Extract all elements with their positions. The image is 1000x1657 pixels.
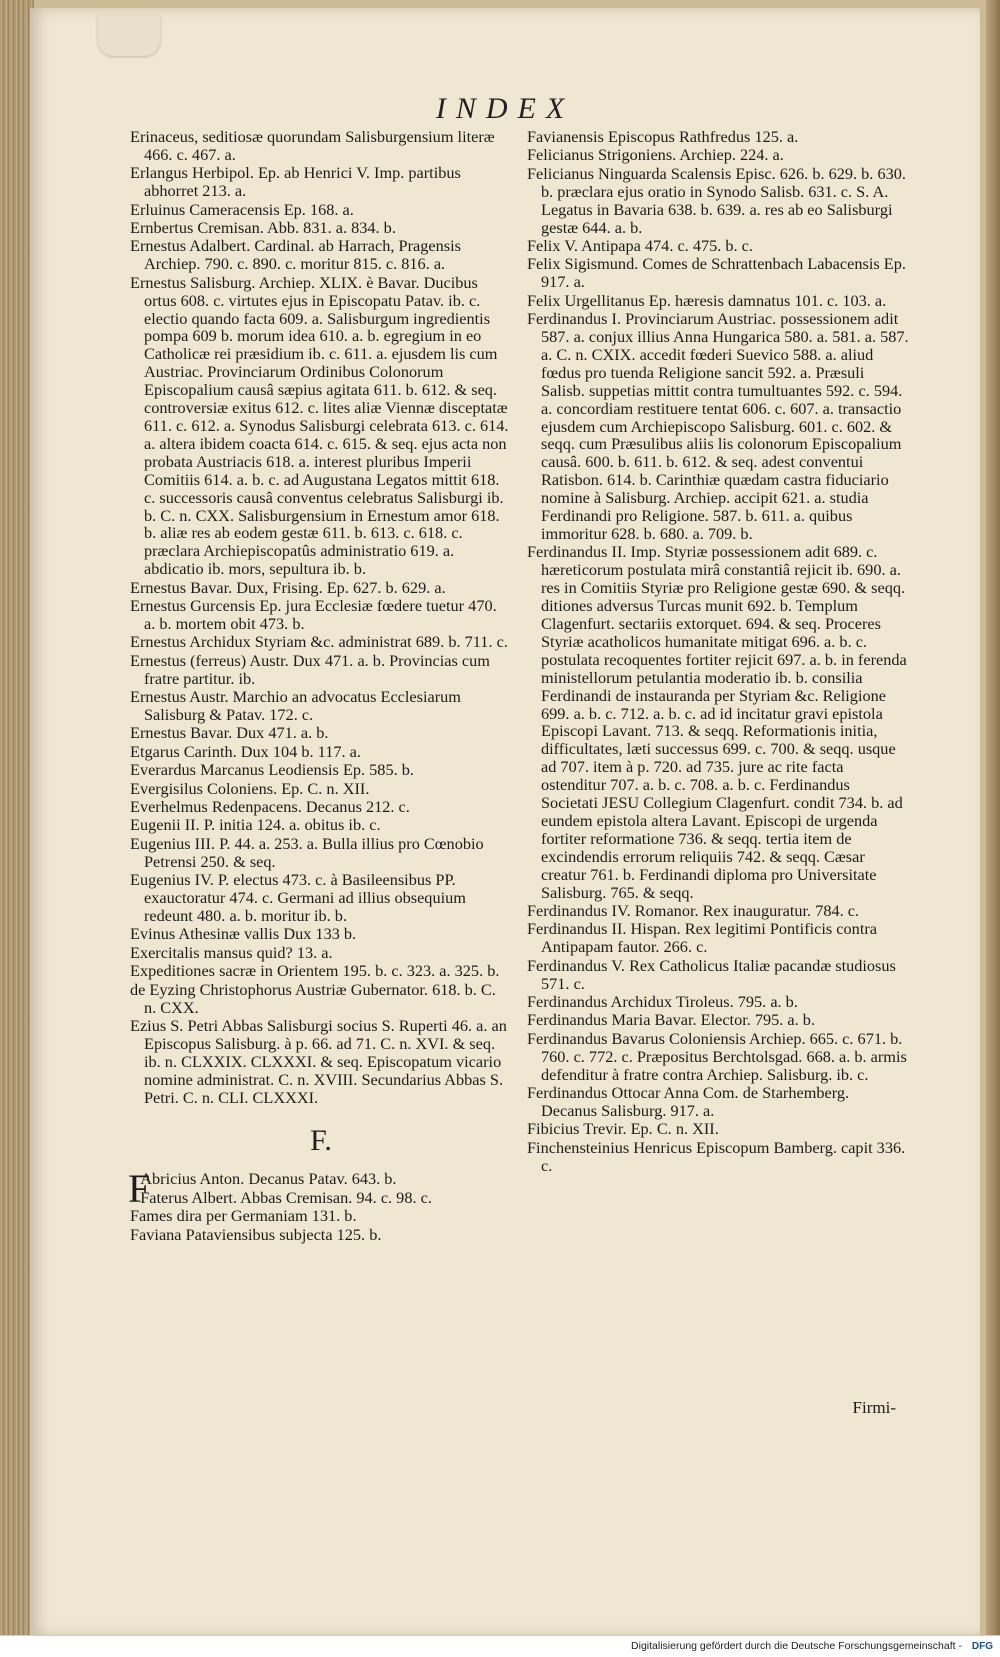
- page-tab-marker: [98, 16, 160, 56]
- index-left-entry: Ernbertus Cremisan. Abb. 831. a. 834. b.: [130, 218, 396, 238]
- index-left-entry: Everardus Marcanus Leodiensis Ep. 585. b.: [130, 760, 414, 780]
- index-right-entry: Felicianus Ninguarda Scalensis Episc. 626. b. 629. b. 630. b. præclara ejus oratio in Synodo Salisb. 631. c. S. A. Legatus in Bavaria 638. b. 639. a. res ab eo Salisburgi gestæ 644. a. b.: [527, 163, 906, 237]
- right-column: [527, 128, 909, 1175]
- index-right-entry: Favianensis Episcopus Rathfredus 125. a.: [527, 127, 799, 146]
- index-left-entry: Exercitalis mansus quid? 13. a.: [130, 942, 333, 962]
- index-f-entry-text: Abricius Anton. Decanus Patav. 643. b.: [140, 1169, 397, 1189]
- book-page: [30, 8, 980, 1636]
- index-right-entry: Felix Urgellitanus Ep. hæresis damnatus 101. c. 103. a.: [527, 290, 887, 310]
- catchword: Firmi-: [852, 1398, 896, 1417]
- index-right-entry: Ferdinandus II. Imp. Styriæ possessionem adit 689. c. hæreticorum postulata mirâ constantiâ rejicit ib. 690. a. res in Comitiis Styriæ pro Religione gestæ 690. & seqq. ditiones adversus Turcas munit 692. b. Templum Clagenfurt. sectariis extorquet. 694. & seq. Proceres Styriæ acatholicos humanitate mitigat 696. a. b. c. postulata recoquentes fortiter rejicit 697. a. b. in ferenda ministellorum petulantia moderatio ib. b. consilia Ferdinandi de instauranda per Styriam &c. Religione 699. a. b. c. 712. a. b. c. ad id incitatur gravi epistola Episcopi Lavant. 713. & seqq. Reformationis initia, difficultates, læti successus 699. c. 700. & seqq. usque ad 707. item à p. 720. ad 735. jure ac rite facta ostenditur 707. a. b. c. 708. a. b. c. Ferdinandus Societati JESU Collegium Clagenfurt. condit 734. b. ad eundem epistola altera Lavant. Episcopi de urgenda fortiter reformatione 736. & seqq. tertia item de excindendis errorum reliquiis 742. & seqq. Cæsar creatur 761. b. Ferdinandi diploma pro Universitate Salisburg. 765. & seqq.: [527, 542, 907, 902]
- book-page-edges: [0, 0, 34, 1657]
- index-left-entry: Everhelmus Redenpacens. Decanus 212. c.: [130, 797, 410, 817]
- index-right-entry: Finchensteinius Henricus Episcopum Bamberg. capit 336. c.: [527, 1137, 906, 1175]
- index-left-entry: Erinaceus, seditiosæ quorundam Salisburgensium literæ 466. c. 467. a.: [130, 127, 495, 164]
- index-right-entry: Ferdinandus V. Rex Catholicus Italiæ pacandæ studiosus 571. c.: [527, 955, 896, 993]
- index-left-entry: Ernestus (ferreus) Austr. Dux 471. a. b. Provincias cum fratre partitur. ib.: [130, 650, 490, 688]
- index-left-entry: Erluinus Cameracensis Ep. 168. a.: [130, 199, 354, 219]
- index-f-entry: Faviana Pataviensibus subjecta 125. b.: [130, 1224, 382, 1244]
- index-right-entry: Ferdinandus IV. Romanor. Rex inauguratur. 784. c.: [527, 900, 860, 920]
- index-left-entry: Evinus Athesinæ vallis Dux 133 b.: [130, 924, 357, 944]
- index-left-entry: Ernestus Adalbert. Cardinal. ab Harrach, Pragensis Archiep. 790. c. 890. c. moritur 815. c. 816. a.: [130, 236, 461, 274]
- index-right-entry: Ferdinandus I. Provinciarum Austriac. possessionem adit 587. a. conjux illius Anna Hungarica 580. a. 581. a. 587. a. C. n. CXIX. accedit fœderi Suevico 588. a. aliud fœdus pro tuenda Religione sancit 592. a. Præsuli Salisb. suppetias mittit contra tumultuantes 592. c. 594. a. concordiam restituere tentat 606. c. 607. a. transactio ejusdem cum Archiepiscopo Salisburg. 601. c. 602. & seqq. cum Præsulibus aliis lis colonorum Episcopalium causâ. 600. b. 611. b. 612. & seq. adest conventui Ratisbon. 614. b. Carinthiæ quædam castra fiduciario nomine à Salisburg. Archiep. accipit 621. a. studia Ferdinandi pro Religione. 587. b. 611. a. quibus immoritur 628. b. 680. a. 709. b.: [527, 309, 909, 543]
- drop-cap-letter: F: [128, 1166, 151, 1212]
- index-f-entry: Fames dira per Germaniam 131. b.: [130, 1206, 357, 1226]
- index-right-entry: Felicianus Strigoniens. Archiep. 224. a.: [527, 145, 784, 165]
- index-left-entry: Expeditiones sacræ in Orientem 195. b. c. 323. a. 325. b.: [130, 961, 500, 981]
- index-left-entry: Ernestus Salisburg. Archiep. XLIX. è Bavar. Ducibus ortus 608. c. virtutes ejus in Episcopatu Patav. ib. c. electio quando facta 609. a. Salisburgum ingredientis pompa 609 b. morum idea 610. a. b. egregium in eo Catholicæ rei præsidium ib. c. 611. a. ejusdem lis cum Austriac. Provinciarum Ordinibus Colonorum Episcopalium causâ sæpius agitata 611. b. 612. & seq. controversiæ exitus 612. c. lites aliæ Viennæ disceptatæ 611. c. 612. a. Synodus Salisburgi celebrata 613. c. 614. a. altera ibidem coacta 614. c. 615. & seq. ejus acta non probata Austriacis 618. a. interest pluribus Imperii Comitiis 614. a. b. c. ad Augustana Legatos mittit 618. c. successoris causâ conventus celebratus Salisburgi ib. b. C. n. CXX. Salisburgensium in Ernestum amor 618. b. aliæ res ab eodem gestæ 611. b. 613. c. 618. c. præclara Archiepiscopatûs administratio 619. a. abdicatio ib. mors, sepultura ib. b.: [130, 272, 509, 579]
- index-left-entry: Ernestus Archidux Styriam &c. administrat 689. b. 711. c.: [130, 632, 508, 652]
- index-right-entry: Ferdinandus Ottocar Anna Com. de Starhemberg. Decanus Salisburg. 917. a.: [527, 1083, 850, 1120]
- index-left-entry: Ezius S. Petri Abbas Salisburgi socius S. Ruperti 46. a. an Episcopus Salisburg. à p. 66. ad 71. C. n. XVI. & seq. ib. n. CLXXIX. CLXXXI. & seq. Episcopatum vicario nomine administrat. C. n. XVIII. Secundarius Abbas S. Petri. C. n. CLI. CLXXXI.: [130, 1015, 507, 1107]
- index-right-entry: Fibicius Trevir. Ep. C. n. XII.: [527, 1119, 719, 1139]
- index-left-entry: Eugenius IV. P. electus 473. c. à Basileensibus PP. exauctoratur 474. c. Germani ad illius obsequium redeunt 480. a. b. moritur ib. b.: [130, 870, 466, 925]
- left-column: [130, 128, 512, 1244]
- right-entry-list: [527, 128, 909, 1175]
- digitization-footer: [0, 1635, 1000, 1657]
- index-right-entry: Ferdinandus Bavarus Coloniensis Archiep. 665. c. 671. b. 760. c. 772. c. Præpositus Berchtolsgad. 668. a. b. armis defenditur à fratre contra Archiep. Salisburg. ib. c.: [527, 1028, 907, 1084]
- index-left-entry: Eugenius III. P. 44. a. 253. a. Bulla illius pro Cœnobio Petrensi 250. & seq.: [130, 833, 484, 871]
- index-left-entry: Erlangus Herbipol. Ep. ab Henrici V. Imp. partibus abhorret 213. a.: [130, 163, 461, 201]
- book-cover-edge: [986, 0, 1000, 1657]
- index-right-entry: Ferdinandus Archidux Tiroleus. 795. a. b.: [527, 992, 798, 1011]
- dfg-logo: DFG: [971, 1641, 993, 1652]
- index-left-entry: Ernestus Gurcensis Ep. jura Ecclesiæ fœdere tuetur 470. a. b. mortem obit 473. b.: [130, 596, 497, 633]
- footer-credit: Digitalisierung gefördert durch die Deutsche Forschungsgemeinschaft -: [631, 1640, 962, 1652]
- index-left-entry: de Eyzing Christophorus Austriæ Gubernator. 618. b. C. n. CXX.: [130, 979, 496, 1017]
- index-left-entry: Ernestus Bavar. Dux, Frising. Ep. 627. b. 629. a.: [130, 577, 446, 597]
- index-left-entry: Eugenii II. P. initia 124. a. obitus ib. c.: [130, 815, 381, 835]
- f-entry-list: [128, 1166, 512, 1244]
- index-right-entry: Felix V. Antipapa 474. c. 475. b. c.: [527, 235, 753, 255]
- left-entry-list: [130, 128, 512, 1106]
- page-header: INDEX: [435, 92, 575, 125]
- index-left-entry: Ernestus Austr. Marchio an advocatus Ecclesiarum Salisburg & Patav. 172. c.: [130, 687, 461, 724]
- index-left-entry: Evergisilus Coloniens. Ep. C. n. XII.: [130, 778, 370, 798]
- index-left-entry: Etgarus Carinth. Dux 104 b. 117. a.: [130, 741, 361, 761]
- index-right-entry: Ferdinandus II. Hispan. Rex legitimi Pontificis contra Antipapam fautor. 266. c.: [527, 919, 877, 957]
- index-left-entry: Ernestus Bavar. Dux 471. a. b.: [130, 723, 329, 743]
- index-right-entry: Felix Sigismund. Comes de Schrattenbach Labacensis Ep. 917. a.: [527, 254, 906, 292]
- index-f-entry: Faterus Albert. Abbas Cremisan. 94. c. 98. c.: [140, 1187, 432, 1207]
- section-letter-f: F.: [310, 1124, 332, 1158]
- index-right-entry: Ferdinandus Maria Bavar. Elector. 795. a. b.: [527, 1010, 816, 1030]
